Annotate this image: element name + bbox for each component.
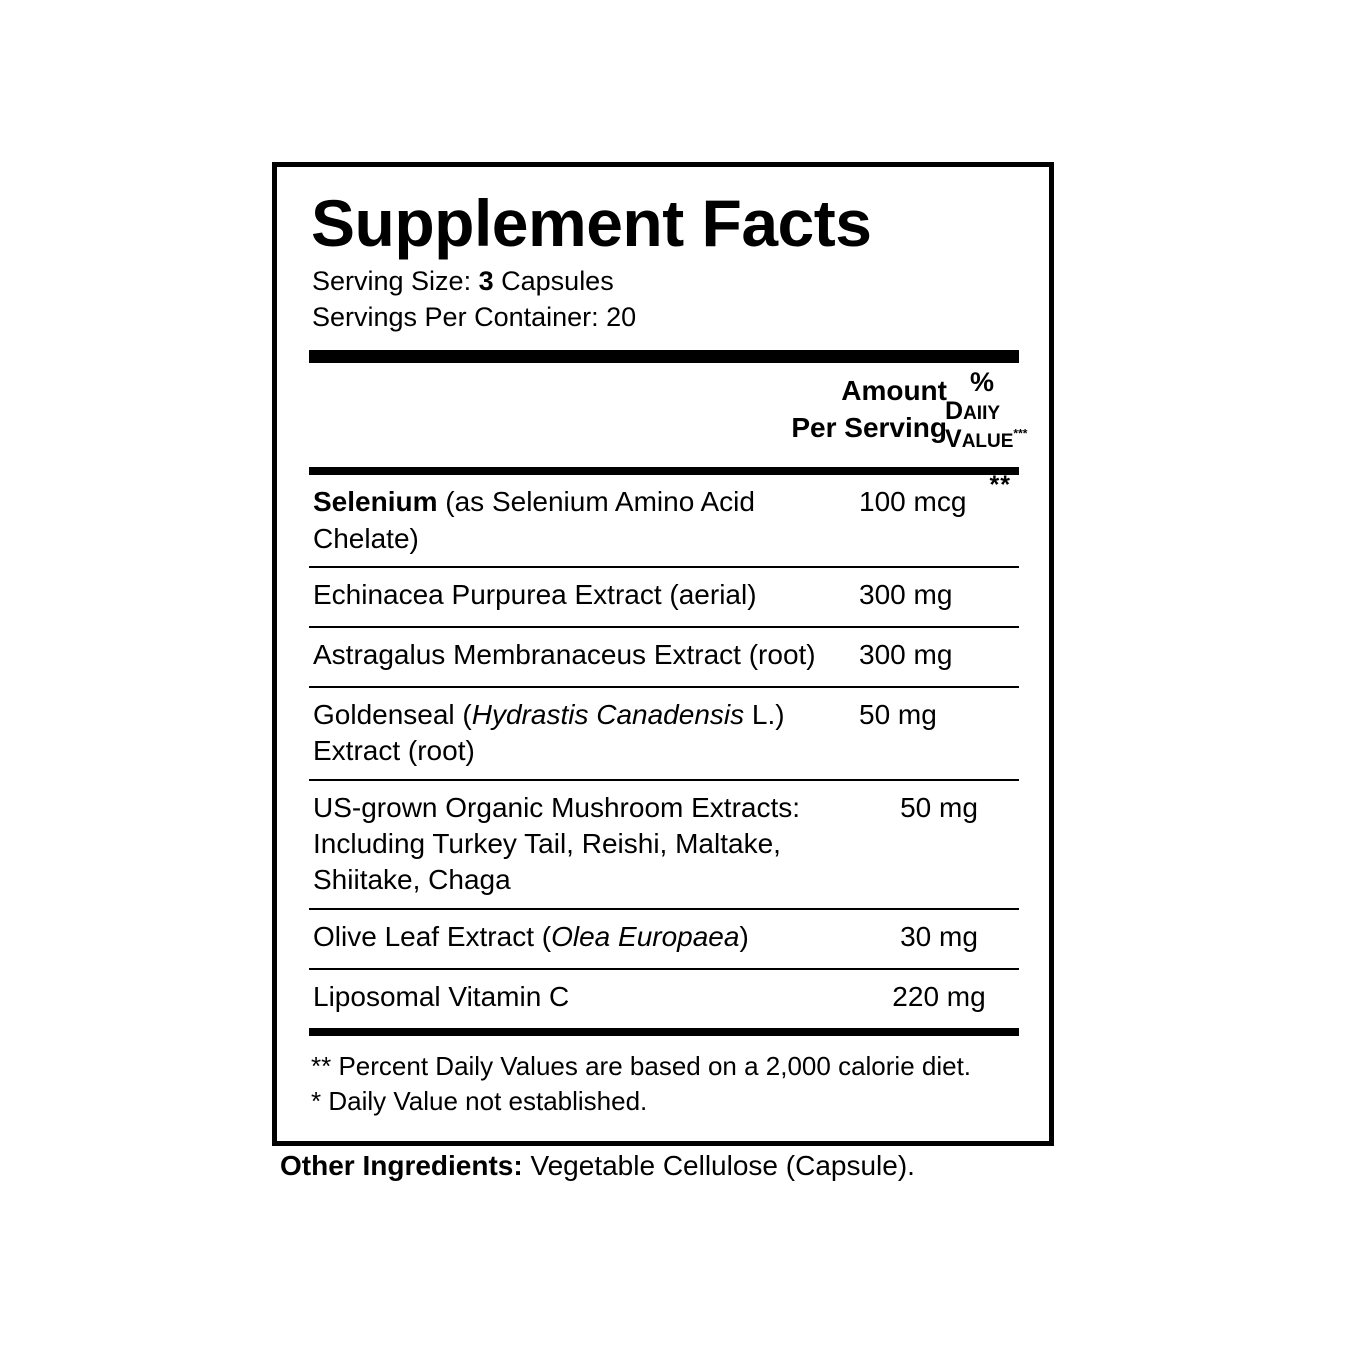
- ingredient-amount: 300 mg: [859, 638, 953, 670]
- footnote-daily-values: ** Percent Daily Values are based on a 2,000 calorie diet.: [311, 1050, 972, 1081]
- ingredient-name: Echinacea Purpurea Extract (aerial): [313, 578, 757, 610]
- page-title: Supplement Facts: [311, 186, 872, 260]
- table-row: [309, 628, 1019, 688]
- ingredient-amount: 30 mg: [900, 920, 978, 952]
- table-header: [309, 363, 1028, 500]
- table-row: [309, 475, 1019, 568]
- divider-thick-top: [309, 350, 1019, 363]
- ingredient-name: Selenium (as Selenium Amino Acid Chelate): [313, 486, 755, 554]
- ingredient-name: Olive Leaf Extract (Olea Europaea): [313, 920, 749, 952]
- ingredient-amount: 220 mg: [892, 980, 986, 1012]
- ingredient-amount: 300 mg: [859, 578, 953, 610]
- dv-daily-word: DAIIY: [945, 397, 1001, 426]
- servings-per-container: Servings Per Container: 20: [312, 302, 637, 333]
- serving-size-value: 3: [478, 266, 494, 297]
- table-row: [309, 568, 1019, 628]
- daily-value-header: [945, 367, 1028, 454]
- ingredient-amount: 50 mg: [859, 698, 937, 730]
- dv-stars: **: [989, 471, 1011, 500]
- ingredient-name: Goldenseal (Hydrastis Canadensis L.) Extract (root): [313, 698, 785, 767]
- table-row: [309, 688, 1019, 781]
- amount-header-line1: Amount: [841, 375, 947, 407]
- table-row: [309, 970, 1019, 1028]
- divider-medium: [309, 467, 1019, 475]
- serving-size-unit: Capsules: [501, 266, 614, 297]
- ingredient-amount: 50 mg: [900, 791, 978, 823]
- dv-value-word: VALUE***: [945, 425, 1028, 454]
- other-ingredients-label: Other Ingredients:: [280, 1150, 523, 1181]
- dv-percent-symbol: %: [969, 367, 994, 398]
- serving-size-line: [312, 264, 1021, 300]
- ingredient-name: US-grown Organic Mushroom Extracts: Including Turkey Tail, Reishi, Maltake, Shiitake, Chaga: [313, 791, 801, 896]
- ingredient-name: Liposomal Vitamin C: [313, 980, 570, 1012]
- ingredient-amount: 100 mcg: [859, 486, 967, 518]
- divider-medium-bottom: [309, 1028, 1019, 1036]
- amount-header-line2: Per Serving: [791, 412, 947, 444]
- table-row: [309, 910, 1019, 970]
- supplement-facts-panel: [272, 162, 1054, 1146]
- footnote-dv-not-established: * Daily Value not established.: [311, 1085, 648, 1116]
- amount-per-serving-header: [791, 373, 947, 447]
- other-ingredients-value: Vegetable Cellulose (Capsule).: [522, 1150, 915, 1181]
- other-ingredients: [280, 1148, 1280, 1184]
- ingredient-name: Astragalus Membranaceus Extract (root): [313, 638, 816, 670]
- serving-size-label: Serving Size:: [312, 266, 472, 297]
- table-row: [309, 781, 1019, 910]
- ingredients-table: [309, 475, 1019, 1028]
- footnotes: [311, 1049, 1019, 1119]
